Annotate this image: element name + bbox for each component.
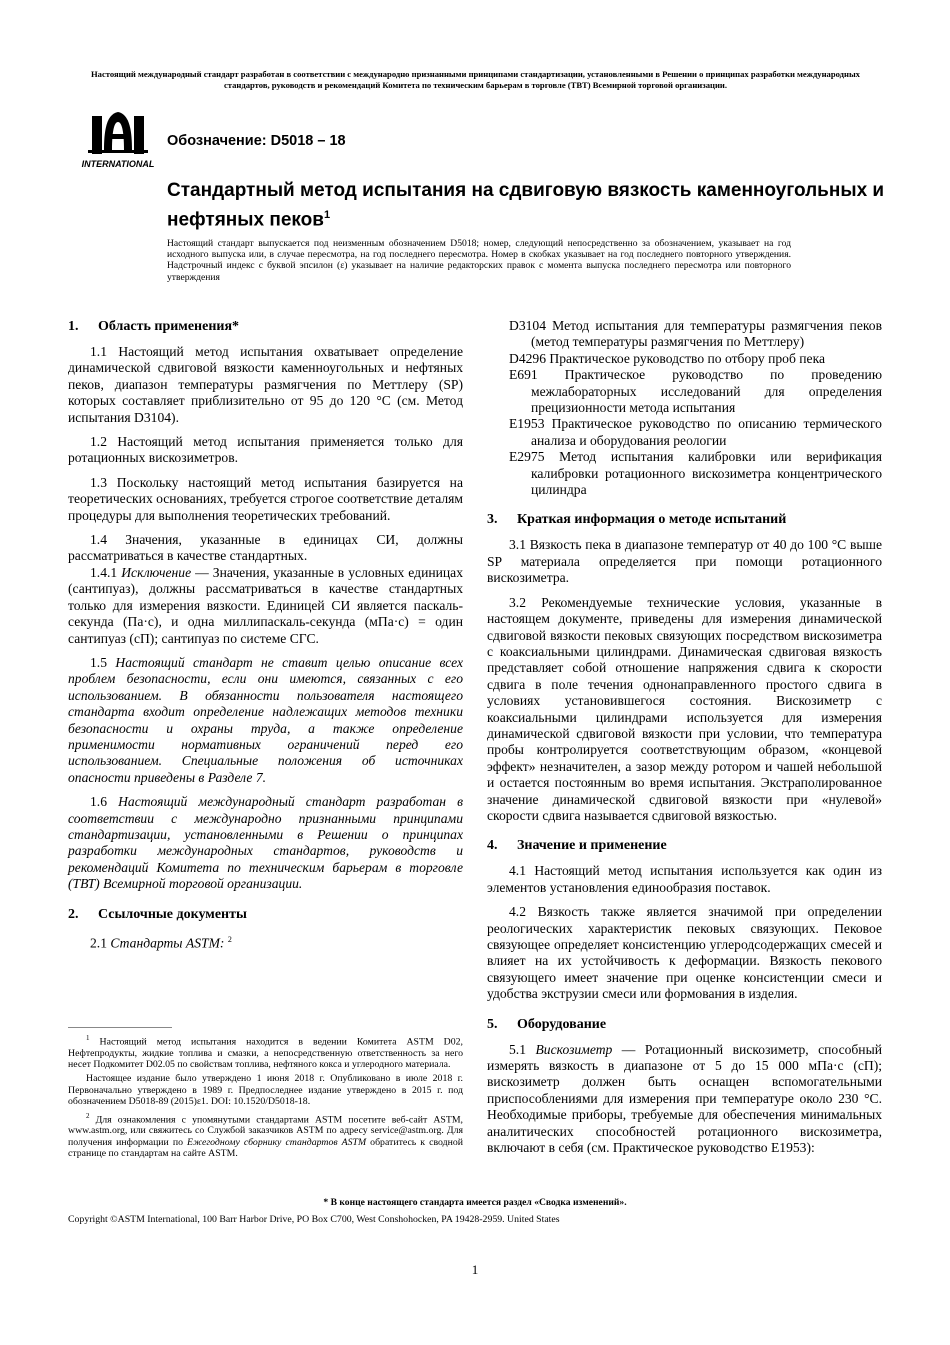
section-3-heading: 3. Краткая информация о методе испытаний <box>487 512 787 528</box>
designation: Обозначение: D5018 – 18 <box>167 133 346 149</box>
astm-logo <box>74 110 162 172</box>
right-column <box>487 318 882 1156</box>
left-column <box>68 318 463 952</box>
section-5-heading: 5. Оборудование <box>487 1016 607 1032</box>
para-1-5: 1.5 Настоящий стандарт не ставит целью описание всех проблем безопасности, если они имеются, связанных с его использованием. В обязанности пользователя настоящего стандарта входит определение надлежащих методов техники безопасности и охраны труда, а также определение применимости нормативных ограничений перед его использованием. Специальные положения об источниках опасности приведены в Разделе 7. <box>68 654 464 785</box>
page-number: 1 <box>471 1262 479 1277</box>
copyright: Copyright ©ASTM International, 100 Barr Harbor Drive, PO Box C700, West Conshohocken, PA 19428-2959. United States <box>68 1214 560 1225</box>
reference-item: E691 Практическое руководство по проведению межлабораторных исследований для определения прецизионности метода испытания <box>509 367 882 416</box>
footnote-rule <box>68 1027 172 1028</box>
para-1-3: 1.3 Поскольку настоящий метод испытания базируется на теоретических основаниях, требуется строгое соответствие деталям процедуры для выполнения теоретических требований. <box>68 474 464 523</box>
reference-list <box>487 318 882 498</box>
summary-of-changes-note: * В конце настоящего стандарта имеется раздел «Сводка изменений». <box>323 1197 627 1208</box>
issuance-note: Настоящий стандарт выпускается под неизменным обозначением D5018; номер, следующий непосредственно за обозначением, указывает на год исходного выпуска или, в случае пересмотра, на год последнего пересмотра. Номер в скобках указывает на год последнего повторного утверждения. Надстрочный индекс с буквой эпсилон (ε) указывает на наличие редакторских правок с момента выпуска последнего пересмотра или повторного утверждения <box>167 238 791 283</box>
para-1-6: 1.6 Настоящий международный стандарт разработан в соответствии с международно признанными принципами стандартизации, установленными в Решении о принципах разработки международных стандартов, руководств и рекомендаций Комитета по техническим барьерам в торговле (ТВТ) Всемирной торговой организации. <box>68 794 463 892</box>
para-2-1: 2.1 Стандарты ASTM: $^2$ <box>90 934 232 951</box>
astm-logo-icon <box>88 112 148 154</box>
footnote-2: $^2$ Для ознакомления с упомянутыми стандартами ASTM посетите веб-сайт ASTM, www.astm.org, или свяжитесь со Службой заказчиков ASTM по адресу service@astm.org. Для получения информации по Ежегодному сборнику стандартов ASTM обратитесь к сводной странице по стандартам на сайте ASTM. <box>68 1111 464 1160</box>
logo-text: INTERNATIONAL <box>81 159 155 169</box>
reference-item: D3104 Метод испытания для температуры размягчения пеков (метод температуры размягчения по Меттлеру) <box>509 318 882 350</box>
document-title: Стандартный метод испытания на сдвиговую вязкость каменноугольных и нефтяных пеков$^1$ <box>167 180 885 231</box>
para-4-1: 4.1 Настоящий метод испытания используется как один из элементов установления единообразия поставок. <box>487 863 882 895</box>
reference-item: E1953 Практическое руководство по описанию термического анализа и оборудования реологии <box>509 416 882 448</box>
reference-item: E2975 Метод испытания калибровки или верификация калибровки ротационного вискозиметра концентрического цилиндра <box>509 449 882 498</box>
top-note: Настоящий международный стандарт разработан в соответствии с международно признанными принципами стандартизации, установленными в Решении о принципах разработки международных стандартов, руководств и рекомендаций Комитета по техническим барьерам в торговле (ТВТ) Всемирной торговой организации. <box>91 69 860 90</box>
section-1-heading: 1. Область применения* <box>68 319 240 334</box>
para-3-2: 3.2 Рекомендуемые технические условия, указанные в настоящем документе, приведены для измерения динамической сдвиговой вязкости пековых связующих посредством вискозиметра с коаксиальными цилиндрами. Динамическая сдвиговая вязкость представляет собой отношение напряжения сдвига к скорости сдвига в поле течения однонаправленного простого сдвига в условиях установившегося состояния. Вискозиметр с коаксиальными цилиндрами используется для измерения динамической сдвиговой вязкости при условии, что температура пробы контролируется соответствующим образом, «концевой эффект» незначителен, а зазор между ротором и чашей небольшой и остается постоянным во время испытания. Экстраполированное значение динамической сдвиговой вязкости при «нулевой» скорости сдвига называется сдвиговой вязкостью. <box>487 594 882 823</box>
footnote-1-edition: Настоящее издание было утверждено 1 июня 2018 г. Опубликовано в июле 2018 г. Первоначально утверждено в 1989 г. Предпоследнее издание утверждено в 2015 г. под обозначением D5018-89 (2015)ε1. DOI: 10.1520/D5018-18. <box>68 1073 463 1108</box>
footnotes <box>68 1033 463 1163</box>
section-4-heading: 4. Значение и применение <box>487 838 667 854</box>
para-1-4: 1.4 Значения, указанные в единицах СИ, должны рассматриваться в качестве стандартных. <box>68 532 463 564</box>
footnote-1: $^1$ Настоящий метод испытания находится в ведении Комитета ASTM D02, Нефтепродукты, жидкие топлива и смазки, а непосредственную ответственность за него несет Подкомитет D02.05 по свойствам топлива, нефтяного кокса и углеродного материала. <box>68 1034 463 1071</box>
para-1-1: 1.1 Настоящий метод испытания охватывает определение динамической сдвиговой вязкости каменноугольных и нефтяных пеков, диапазон температуры размягчения по Меттлеру (SP) которых составляет приблизительно от 95 до 120 °C (см. Метод испытания D3104). <box>68 344 463 425</box>
reference-item: D4296 Практическое руководство по отбору проб пека <box>509 350 826 366</box>
para-3-1: 3.1 Вязкость пека в диапазоне температур от 40 до 100 °C выше SP материала определяется при помощи ротационного вискозиметра. <box>487 537 882 586</box>
para-1-4-1: 1.4.1 Исключение — Значения, указанные в условных единицах (сантипуаз), должны рассматриваться в качестве стандартных только для измерения вязкости. Единицей СИ является паскаль-секунда (Па·с), и одна миллипаскаль-секунда (мПа·с) = один сантипуаз (сП); сантипуаз по системе СГС. <box>68 564 463 646</box>
para-4-2: 4.2 Вязкость также является значимой при определении реологических характеристик пековых связующих. Пековое связующее определяет консистенцию углеродсодержащих смесей и влияет на их устойчивость к деформации. Вязкость пекового связующего имеет значение при оценке консистенции смеси и удобства экструзии смеси или формования в изделия. <box>487 904 882 1002</box>
para-1-2: 1.2 Настоящий метод испытания применяется только для ротационных вискозиметров. <box>68 434 463 466</box>
para-5-1: 5.1 Вискозиметр — Ротационный вискозиметр, способный измерять вязкость в диапазоне от 5 до 15 000 мПа·с (сП); вискозиметр должен быть оснащен вспомогательными приспособлениями для измерения при температуре около 230 °C. Необходимые приборы, требуемые для обеспечения минимальных аналитических способностей ротационного вискозиметра, включают в себя (см. Практическое руководство E1953): <box>487 1041 882 1156</box>
section-2-heading: 2. Ссылочные документы <box>68 906 247 922</box>
